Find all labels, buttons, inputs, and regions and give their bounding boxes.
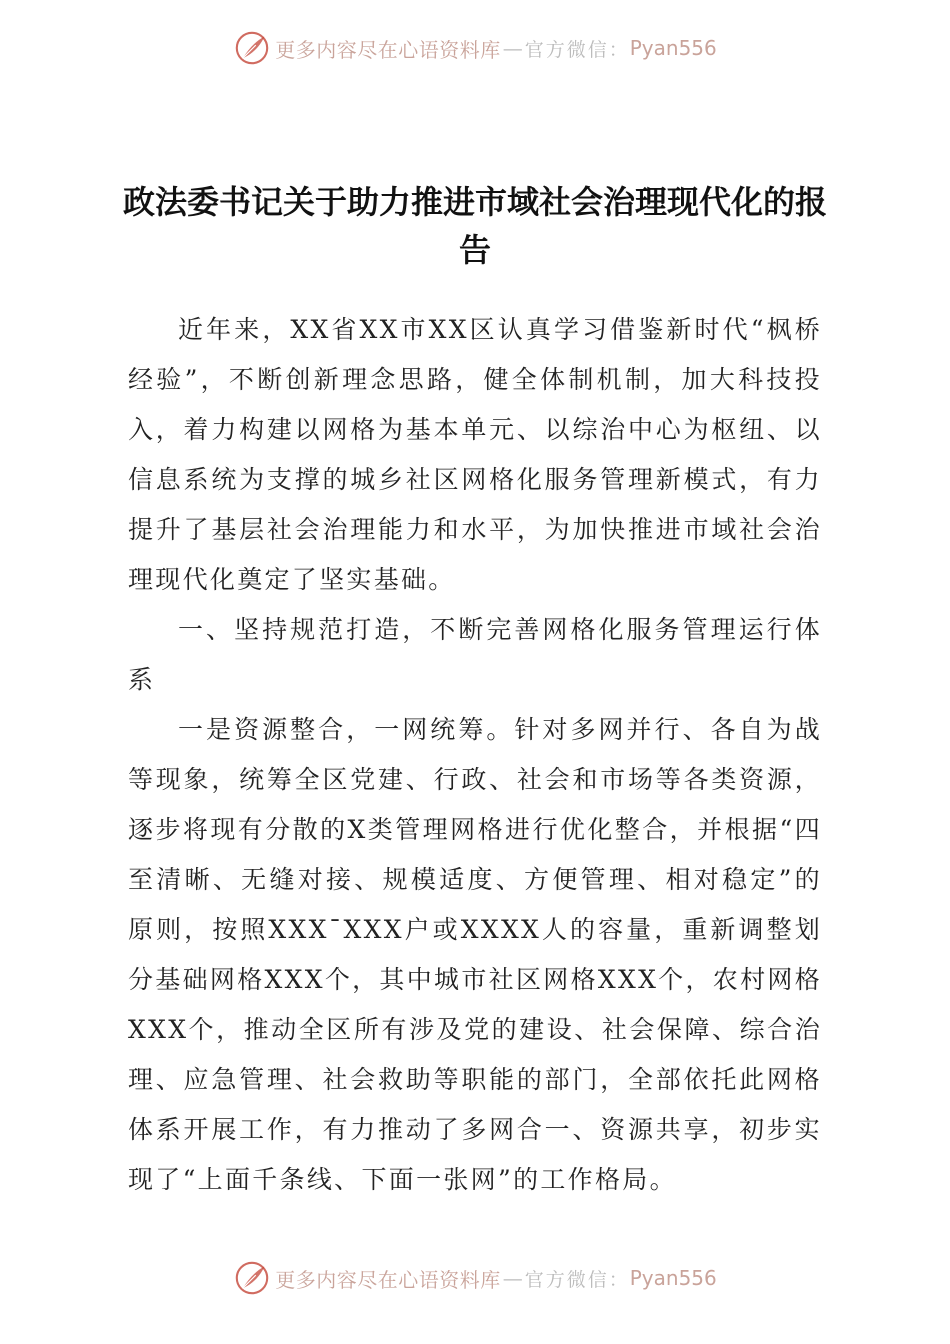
document-title: 政法委书记关于助力推进市域社会治理现代化的报告 [122,183,827,269]
footer-watermark [0,1256,950,1300]
watermark-separator: — [502,1266,523,1290]
watermark-separator: — [502,36,523,60]
watermark-main-text: 更多内容尽在心语资料库 [275,37,501,62]
paragraph-intro: 近年来，XX省XX市XX区认真学习借鉴新时代“枫桥经验”，不断创新理念思路，健全体制机制，加大科技投入，着力构建以网格为基本单元、以综治中心为枢纽、以信息系统为支撑的城乡社区网格化服务管理新模式，有力提升了基层社会治理能力和水平，为加快推进市域社会治理现代化奠定了坚实基础。 [128,315,822,594]
document-body [128,305,822,1205]
paragraph-resource-integration: 一是资源整合，一网统筹。针对多网并行、各自为战等现象，统筹全区党建、行政、社会和市场等各类资源，逐步将现有分散的X类管理网格进行优化整合，并根据“四至清晰、无缝对接、规模适度、方便管理、相对稳定”的原则，按照XXX¯XXX户或XXXX人的容量，重新调整划分基础网格XXX个，其中城市社区网格XXX个，农村网格XXX个，推动全区所有涉及党的建设、社会保障、综合治理、应急管理、社会救助等职能的部门，全部依托此网格体系开展工作，有力推动了多网合一、资源共享，初步实现了“上面千条线、下面一张网”的工作格局。 [128,715,822,1194]
header-watermark [0,26,950,70]
section-heading-1: 一、坚持规范打造，不断完善网格化服务管理运行体系 [128,615,822,694]
feather-logo-icon [233,1259,271,1297]
watermark-wechat-id: Pyan556 [629,1266,717,1290]
feather-logo-icon [233,29,271,67]
watermark-wechat-label: 官方微信： [524,1268,630,1291]
watermark-main-text: 更多内容尽在心语资料库 [275,1267,501,1292]
watermark-wechat-id: Pyan556 [629,36,717,60]
watermark-wechat-label: 官方微信： [524,38,630,61]
